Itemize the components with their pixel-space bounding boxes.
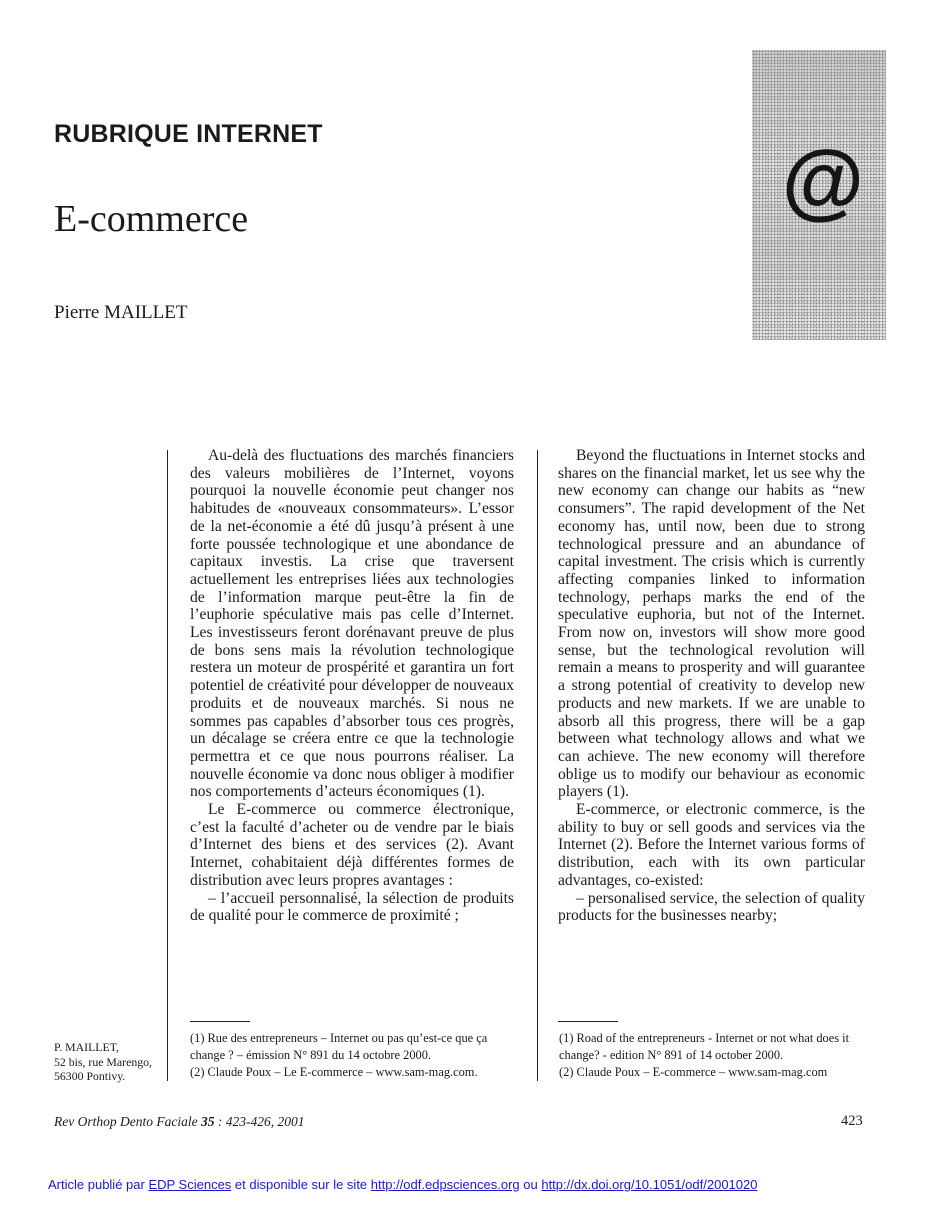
publisher-notice [48,1177,757,1192]
english-footnotes [559,1030,869,1081]
doi-link[interactable]: http://dx.doi.org/10.1051/odf/2001020 [541,1177,758,1192]
french-paragraph: Le E-commerce ou commerce électronique, c’est la faculté d’acheter ou de vendre par le biais d’Internet des biens et des services (2). Avant Internet, cohabitaient déjà différentes formes de distribution avec leurs propres avantages : [190,801,514,889]
column-divider-left [167,450,168,1081]
page-number: 423 [841,1113,863,1129]
section-heading: RUBRIQUE INTERNET [54,120,323,148]
footnote-rule-french [190,1021,250,1022]
french-paragraph: – l’accueil personnalisé, la sélection de produits de qualité pour le commerce de proximité ; [190,889,514,925]
footnote: (1) Rue des entrepreneurs – Internet ou pas qu’est-ce que ça change ? – émission N° 891 du 14 octobre 2000. [190,1031,488,1062]
journal-pages: : 423-426, 2001 [214,1114,305,1129]
journal-volume: 35 [200,1114,215,1129]
at-sign-icon: @ [782,133,864,227]
notice-prefix: Article publié par [48,1177,149,1192]
author-address [54,1040,152,1084]
english-paragraph: Beyond the fluctuations in Internet stocks and shares on the financial market, let us see why the new economy can change our habits as “new consumers”. The rapid development of the Net economy has, until now, been due to strong technological pressure and an abundance of capital investment. The crisis which is currently affecting companies linked to information technology, perhaps marks the end of the speculative euphoria, but not of the Internet. From now on, investors will show more good sense, but the technological revolution will remain a means to prosperity and will guarantee a strong potential of creativity to develop new products and new markets. If we are unable to absorb all this progress, there will be a gap between what technology allows and what we can achieve. The new economy will therefore oblige us to modify our behaviour as economic players (1). [558,447,865,801]
notice-or: ou [519,1177,542,1192]
footnote: (2) Claude Poux – Le E-commerce – www.sam-mag.com. [190,1065,478,1079]
author-name: Pierre MAILLET [54,302,188,323]
at-symbol-graphic [752,50,886,340]
french-paragraph: Au-delà des fluctuations des marchés financiers des valeurs mobilières de l’Internet, voyons pourquoi la nouvelle économie peut changer nos habitudes de «nouveaux consommateurs». L’essor de la net-économie a été dû jusqu’à présent à une forte poussée technologique et une abondance de capitaux investis. La crise que traversent actuellement les entreprises liées aux technologies de l’information marque peut-être la fin de l’euphorie spéculative mais pas celle d’Internet. Les investisseurs feront dorénavant preuve de plus de bons sens mais la révolution technologique restera un moteur de prospérité et garantira un fort potentiel de créativité pour développer de nouveaux produits et de nouveaux marchés. Si nous ne sommes pas capables d’absorber tous ces progrès, un décalage se créera entre ce que la technologie permettra et ce que nous pourrons réaliser. La nouvelle économie va donc nous obliger à modifier nos comportements d’acteurs économiques (1). [190,447,514,801]
english-text-column [558,447,865,925]
french-text-column [190,447,514,925]
notice-middle: et disponible sur le site [231,1177,371,1192]
column-divider-middle [537,450,538,1081]
publisher-link[interactable]: EDP Sciences [148,1177,232,1192]
address-line: P. MAILLET, [54,1040,119,1054]
address-line: 52 bis, rue Marengo, [54,1054,152,1069]
site-link[interactable]: http://odf.edpsciences.org [370,1177,520,1192]
address-line: 56300 Pontivy. [54,1069,126,1083]
english-paragraph: – personalised service, the selection of quality products for the businesses nearby; [558,889,865,925]
journal-citation [54,1114,304,1130]
english-paragraph: E-commerce, or electronic commerce, is the ability to buy or sell goods and services via the Internet (2). Before the Internet various forms of distribution, each with its own particular advantages, co-existed: [558,801,865,889]
footnote: (1) Road of the entrepreneurs - Internet or not what does it change? - edition N° 891 of 14 october 2000. [559,1031,850,1062]
footnote: (2) Claude Poux – E-commerce – www.sam-mag.com [559,1065,828,1079]
footnote-rule-english [558,1021,618,1022]
journal-name: Rev Orthop Dento Faciale [54,1114,198,1129]
french-footnotes [190,1030,518,1081]
article-title: E-commerce [54,198,249,240]
